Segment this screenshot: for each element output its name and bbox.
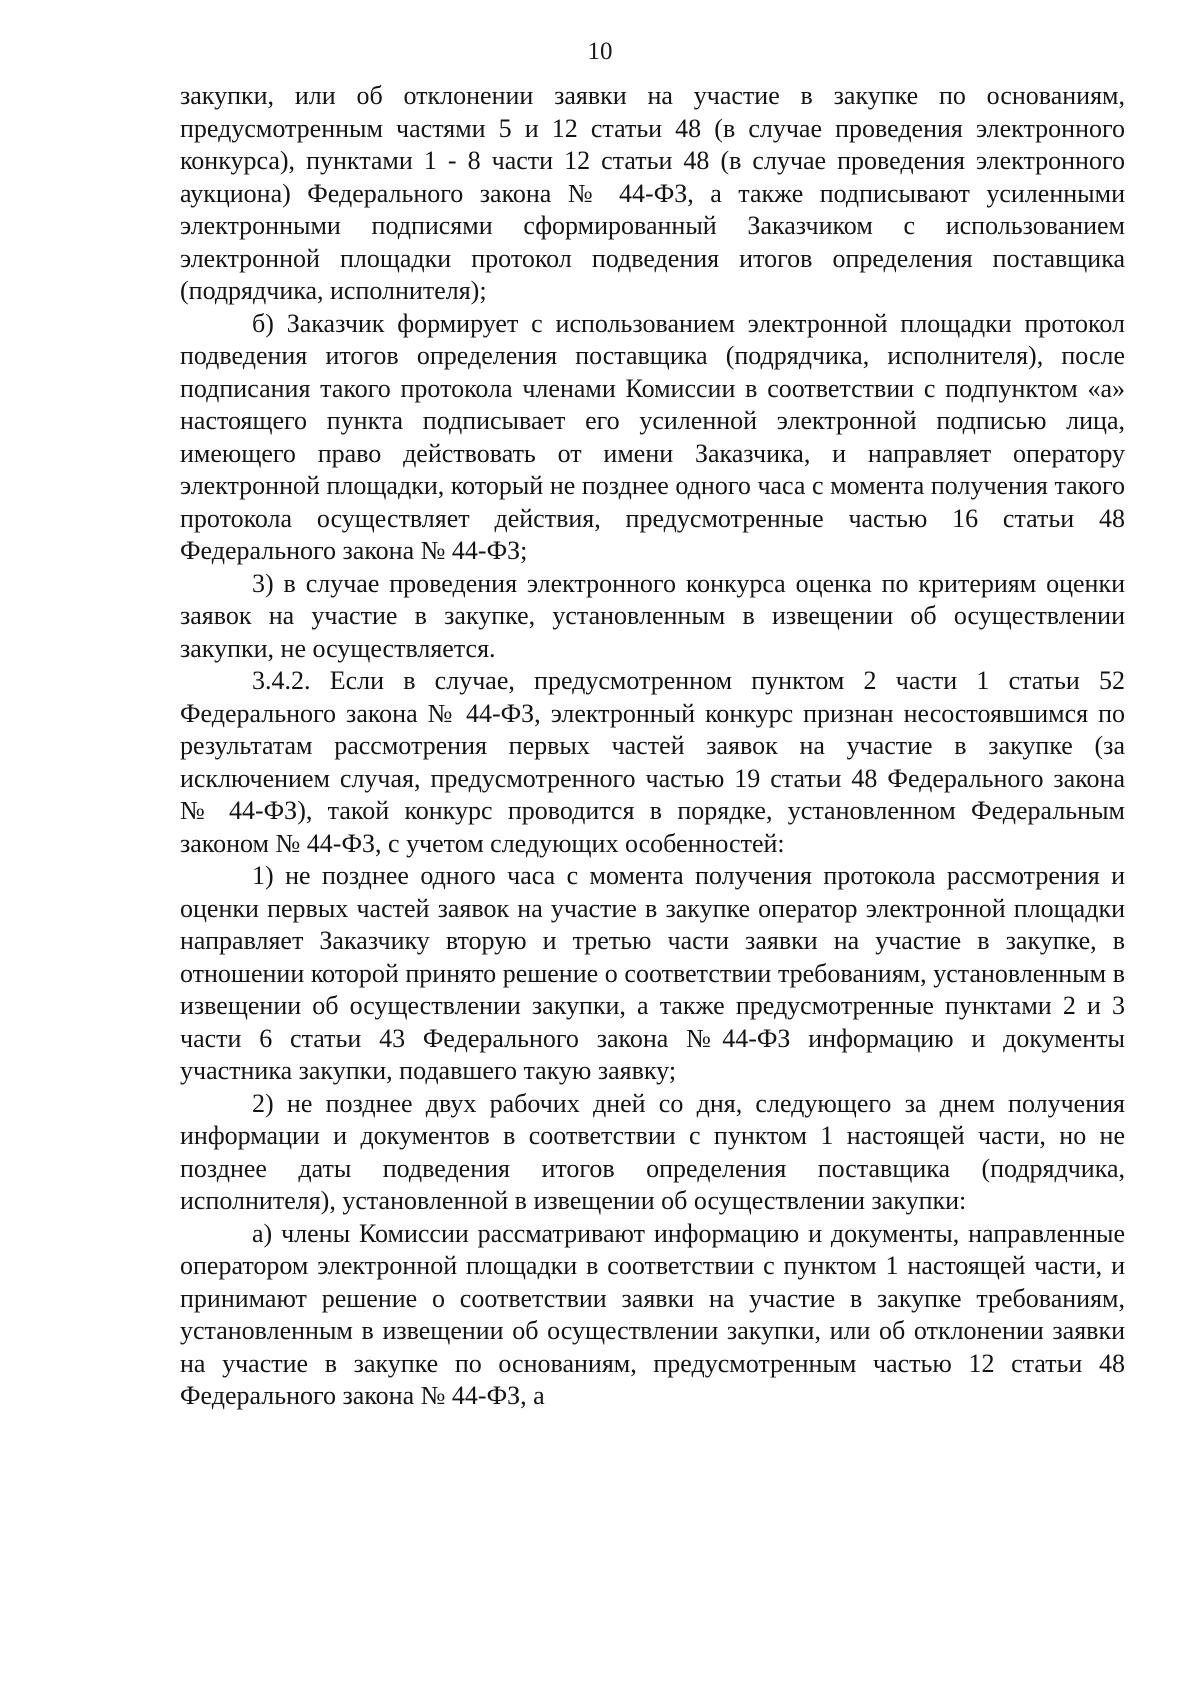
paragraph-item-3: 3) в случае проведения электронного конкурса оценка по критериям оценки заявок на участие в закупке, установленным в извещении об осуществлении закупки, не осуществляется. (180, 568, 1125, 663)
document-body (180, 80, 1125, 1413)
paragraph-subitem-b: б) Заказчик формирует с использованием электронной площадки протокол подведения итогов определения поставщика (подрядчика, исполнителя), после подписания такого протокола членами Комиссии в соответствии с подпунктом «а» настоящего пункта подписывает его усиленной электронной подписью лица, имеющего право действовать от имени Заказчика, и направляет оператору электронной площадки, который не позднее одного часа с момента получения такого протокола осуществляет действия, предусмотренные частью 16 статьи 48 Федерального закона № 44-ФЗ; (180, 308, 1125, 565)
paragraph-subitem-a: а) члены Комиссии рассматривают информацию и документы, направленные оператором электронной площадки в соответствии с пунктом 1 настоящей части, и принимают решение о соответствии заявки на участие в закупке требованиям, установленным в извещении об осуществлении закупки, или об отклонении заявки на участие в закупке по основаниям, предусмотренным частью 12 статьи 48 Федерального закона № 44-ФЗ, а (180, 1218, 1125, 1410)
paragraph-continuation: закупки, или об отклонении заявки на участие в закупке по основаниям, предусмотренным частями 5 и 12 статьи 48 (в случае проведения электронного конкурса), пунктами 1 - 8 части 12 статьи 48 (в случае проведения электронного аукциона) Федерального закона № 44-ФЗ, а также подписывают усиленными электронными подписями сформированный Заказчиком с использованием электронной площадки протокол подведения итогов определения поставщика (подрядчика, исполнителя); (180, 81, 1125, 305)
paragraph-item-1: 1) не позднее одного часа с момента получения протокола рассмотрения и оценки первых частей заявок на участие в закупке оператор электронной площадки направляет Заказчику вторую и третью части заявки на участие в закупке, в отношении которой принято решение о соответствии требованиям, установленным в извещении об осуществлении закупки, а также предусмотренные пунктами 2 и 3 части 6 статьи 43 Федерального закона №44-ФЗ информацию и документы участника закупки, подавшего такую заявку; (180, 861, 1125, 1085)
paragraph-item-2: 2) не позднее двух рабочих дней со дня, следующего за днем получения информации и документов в соответствии с пунктом 1 настоящей части, но не позднее даты подведения итогов определения поставщика (подрядчика, исполнителя), установленной в извещении об осуществлении закупки: (180, 1088, 1125, 1215)
page-number: 10 (587, 38, 613, 65)
paragraph-clause-3-4-2: 3.4.2. Если в случае, предусмотренном пунктом 2 части 1 статьи 52 Федерального закона № 44-ФЗ, электронный конкурс признан несостоявшимся по результатам рассмотрения первых частей заявок на участие в закупке (за исключением случая, предусмотренного частью 19 статьи 48 Федерального закона № 44-ФЗ), такой конкурс проводится в порядке, установленном Федеральным законом № 44-ФЗ, с учетом следующих особенностей: (180, 666, 1125, 858)
